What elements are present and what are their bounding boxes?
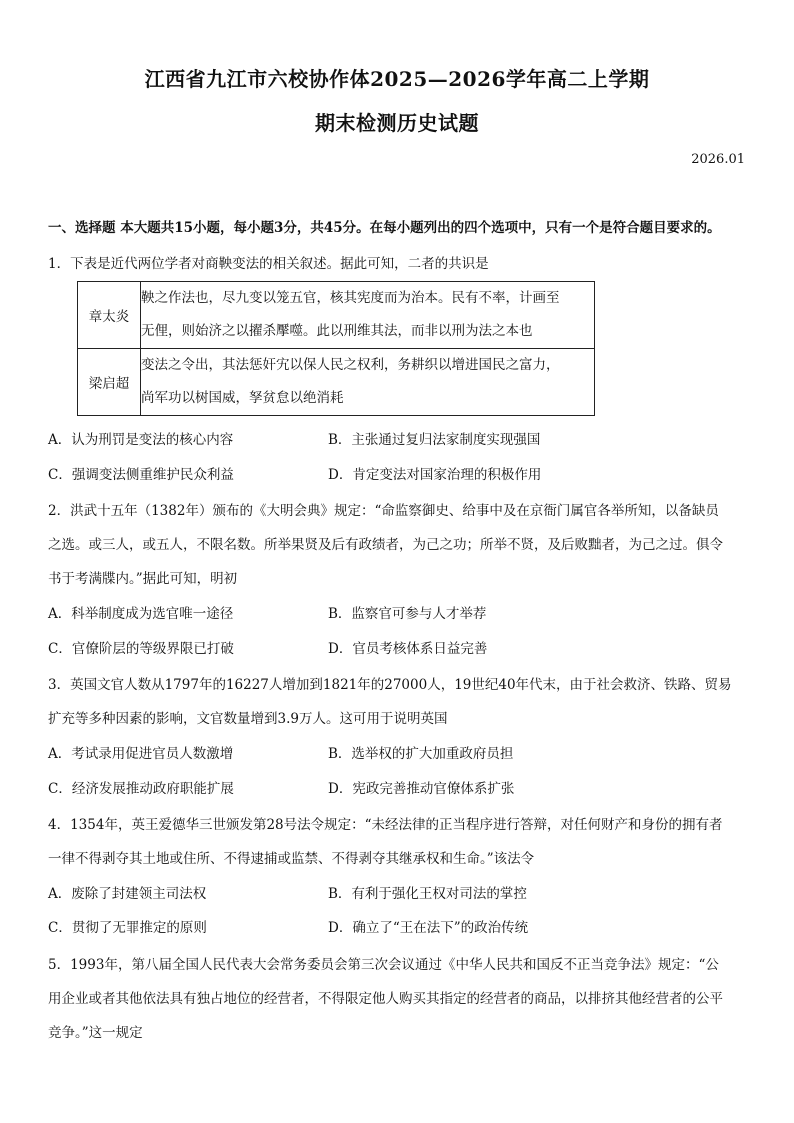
question-3-option-b[interactable]: B．选举权的扩大加重政府员担 [328,746,514,762]
exam-date: 2026.01 [691,152,745,167]
question-4-option-a[interactable]: A．废除了封建领主司法权 [48,886,207,902]
question-3-option-c[interactable]: C．经济发展推动政府职能扩展 [48,781,234,797]
table-row [78,349,595,416]
scholar-name: 梁启超 [78,349,141,416]
question-3-option-d[interactable]: D．宪政完善推动官僚体系扩张 [328,781,515,797]
question-1-option-d[interactable]: D．肯定变法对国家治理的积极作用 [328,467,542,483]
quote-line: 无俚，则始济之以擢杀擪噬。此以刑维其法，而非以刑为法之本也 [141,323,533,339]
quote-line: 尚军功以树国威，孥贫怠以绝消耗 [141,390,344,406]
question-4-stem-line: 一律不得剥夺其土地或住所、不得逮捕或监禁、不得剥夺其继承权和生命。”该法令 [48,851,535,867]
question-4-stem-line: 4．1354年，英王爱德华三世颁发第28号法令规定：“未经法律的正当程序进行答辩，对任何财产和身份的拥有者 [48,817,723,833]
question-2-stem-line: 书于考满牒内。”据此可知，明初 [48,571,238,587]
question-2-option-b[interactable]: B．监察官可参与人才举荐 [328,606,487,622]
quote-line: 鞅之作法也，尽九变以笼五官，核其宪度而为治本。民有不率，计画至 [141,290,560,306]
table-row [78,282,595,349]
exam-title-line1: 江西省九江市六校协作体2025—2026学年高二上学期 [144,67,650,91]
question-2-stem-line: 之选。或三人，或五人，不限名数。所举果贤及后有政绩者，为己之功；所举不贤，及后败黜者，为己之过。俱令 [48,537,723,553]
question-1-stem: 1．下表是近代两位学者对商鞅变法的相关叙述。据此可知，二者的共识是 [48,256,489,272]
section-heading: 一、选择题 本大题共15小题，每小题3分，共45分。在每小题列出的四个选项中，只有一个是符合题目要求的。 [48,220,721,236]
question-3-option-a[interactable]: A．考试录用促进官员人数激增 [48,746,234,762]
question-2-option-a[interactable]: A．科举制度成为选官唯一途径 [48,606,234,622]
question-3-stem-line: 扩充等多种因素的影响，文官数量增到3.9万人。这可用于说明英国 [48,711,448,727]
question-1-option-c[interactable]: C．强调变法侧重维护民众利益 [48,467,234,483]
question-1-table [77,281,595,416]
question-5-stem-line: 5．1993年，第八届全国人民代表大会常务委员会第三次会议通过《中华人民共和国反不正当竞争法》规定：“公 [48,957,719,973]
question-1-option-a[interactable]: A．认为刑罚是变法的核心内容 [48,432,234,448]
question-2-option-c[interactable]: C．官僚阶层的等级界限已打破 [48,641,234,657]
question-5-stem-line: 竞争。”这一规定 [48,1025,143,1041]
question-2-stem-line: 2．洪武十五年（1382年）颁布的《大明会典》规定：“命监察御史、给事中及在京衙门属官各举所知，以备缺员 [48,503,719,519]
question-3-stem-line: 3．英国文官人数从1797年的16227人增加到1821年的27000人，19世纪40年代末，由于社会救济、铁路、贸易 [48,677,732,693]
question-4-option-d[interactable]: D．确立了“王在法下”的政治传统 [328,920,529,936]
exam-title-line2: 期末检测历史试题 [315,111,479,135]
question-4-option-b[interactable]: B．有利于强化王权对司法的掌控 [328,886,527,902]
question-2-option-d[interactable]: D．官员考核体系日益完善 [328,641,488,657]
scholar-quote [141,349,595,416]
scholar-name: 章太炎 [78,282,141,349]
scholar-quote [141,282,595,349]
question-5-stem-line: 用企业或者其他依法具有独占地位的经营者，不得限定他人购买其指定的经营者的商品，以排挤其他经营者的公平 [48,991,723,1007]
quote-line: 变法之令出，其法惩奸宄以保人民之权利，务耕织以增进国民之富力， [141,357,560,373]
question-4-option-c[interactable]: C．贯彻了无罪推定的原则 [48,920,207,936]
question-1-option-b[interactable]: B．主张通过复归法家制度实现强国 [328,432,541,448]
